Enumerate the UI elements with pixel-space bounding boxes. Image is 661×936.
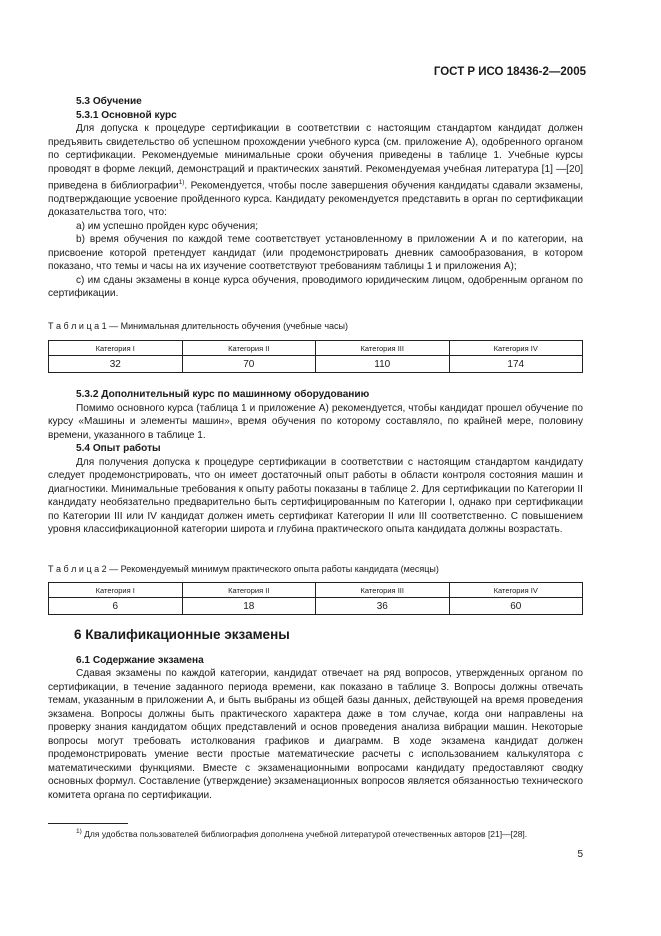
list-item-a: а) им успешно пройден курс обучения; (76, 220, 259, 232)
table-cell: 60 (449, 598, 583, 615)
section-title-5-3: 5.3 Обучение (76, 96, 142, 107)
table-2-caption: Т а б л и ц а 2 — Рекомендуемый минимум практического опыта работы кандидата (месяцы) (48, 564, 439, 574)
section-title-5-3-1: 5.3.1 Основной курс (76, 109, 177, 121)
section-title-6: 6 Квалификационные экзамены (74, 627, 290, 642)
table-cell: 174 (449, 356, 583, 373)
section-title-6-1: 6.1 Содержание экзамена (76, 654, 204, 666)
footnote-divider (48, 823, 128, 824)
table-1-caption: Т а б л и ц а 1 — Минимальная длительность обучения (учебные часы) (48, 321, 348, 331)
paragraph: Сдавая экзамены по каждой категории, кандидат отвечает на ряд вопросов, утвержденных органом по сертификации, в течение заданного периода времени, как показано в таблице 3. Вопросы должны отвечать темам, указанным в приложении А, и быть выбраны из общей базы данных, действующей на время проведения экзамена. Вопросы должны быть практического характера даже в том случае, когда они направлены на проверку знания кандидатом общих представлений и основ проведения анализа вибрации машин. Некоторые вопросы могут требовать истолкования графиков и диаграмм. В ходе экзамена кандидат должен продемонстрировать умение вести простые математические расчеты с использованием калькулятора с математическими функциями. Вместе с экзаменационными вопросами кандидату предоставляют сводку основных формул. Составление (утверждение) экзаменационных вопросов является обязанностью технического комитета органа по сертификации. (48, 668, 583, 801)
table-header-cell: Категория III (316, 583, 450, 598)
section-title-5-4: 5.4 Опыт работы (76, 443, 161, 454)
table-header-cell: Категория I (49, 583, 183, 598)
section-6 (48, 628, 583, 802)
paragraph: Помимо основного курса (таблица 1 и приложение А) рекомендуется, чтобы кандидат прошел обучение по курсу «Машины и элементы машин», время обучения по которому составляло, по крайней мере, половину времени, указанного в таблице 1. (48, 402, 583, 441)
footnote-ref[interactable]: 1) (178, 179, 185, 186)
page-number: 5 (577, 849, 583, 860)
section-5-3 (48, 95, 583, 301)
table-cell: 6 (49, 598, 183, 615)
paragraph: Для получения допуска к процедуре сертификации в соответствии с настоящим стандартом кандидату следует продемонстрировать, что он имеет достаточный опыт работы в области контроля состояния машин и диагностики. Минимальные требования к опыту работы показаны в таблице 2. Для сертификации по Категории II кандидату необязательно предварительно быть сертифицированным по Категории I, однако при сертификации по Категории III или IV кандидат должен иметь сертификат Категории II или III соответственно. С повышением уровня классификационной категории широта и глубина практического опыта кандидата должны возрастать. (48, 456, 583, 535)
list-item-c: с) им сданы экзамены в конце курса обучения, проводимого юридическим лицом, одобренным органом по сертификации. (48, 274, 583, 300)
footnote-mark: 1) (76, 828, 82, 835)
table-2 (48, 582, 583, 615)
paragraph-text: . Рекомендуется, чтобы после завершения обучения кандидаты сдавали экзамены, подтверждающие усвоение пройденного курса. Кандидату рекомендуется представить в орган по сертификации доказательства того, что: (48, 180, 584, 219)
table-header-cell: Категория IV (449, 341, 583, 356)
footnote-text: Для удобства пользователей библиография дополнена учебной литературой отечественных авторов [21]—[28]. (84, 828, 528, 839)
table-cell: 18 (182, 598, 316, 615)
table-cell: 32 (49, 356, 183, 373)
document-header: ГОСТ Р ИСО 18436-2—2005 (433, 66, 586, 78)
table-1 (48, 340, 583, 373)
table-header-row (49, 583, 583, 598)
table-cell: 110 (316, 356, 450, 373)
table-header-cell: Категория II (182, 341, 316, 356)
footnote (76, 828, 527, 839)
table-row (49, 598, 583, 615)
section-title-5-3-2: 5.3.2 Дополнительный курс по машинному оборудованию (76, 389, 370, 400)
list-item-b: b) время обучения по каждой теме соответствует установленному в приложении А и по категории, на присвоение которой претендует кандидат (или продемонстрировать дневник самообразования, в котором показано, что темы и часы на их изучение соответствуют требованиям таблицы 1 и приложения А); (48, 234, 583, 273)
table-cell: 70 (182, 356, 316, 373)
table-header-cell: Категория II (182, 583, 316, 598)
table-cell: 36 (316, 598, 450, 615)
table-header-row (49, 341, 583, 356)
table-header-cell: Категория III (316, 341, 450, 356)
paragraph (48, 122, 583, 220)
table-header-cell: Категория IV (449, 583, 583, 598)
table-header-cell: Категория I (49, 341, 183, 356)
table-row (49, 356, 583, 373)
paragraph-text: Для допуска к процедуре сертификации в соответствии с настоящим стандартом кандидат должен предъявить свидетельство об успешном прохождении учебного курса (см. приложение А), одобренного органом по сертификации. Рекомендуемые минимальные сроки обучения приведены в таблице 1. Учебные курсы проводят в форме лекций, демонстраций и практических занятий. Рекомендуемая учебная литература [1] —[20] приведена в библиографии (48, 123, 583, 192)
section-5-3-2 (48, 388, 583, 537)
